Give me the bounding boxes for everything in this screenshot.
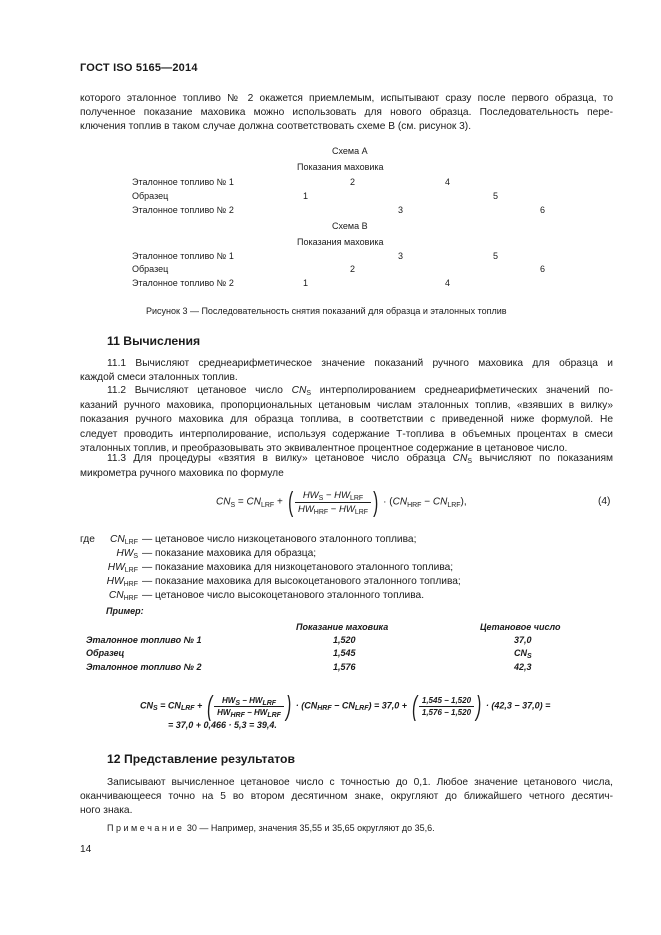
scheme-a-row-label: Эталонное топливо № 1	[132, 177, 234, 187]
section-12-title: 12 Представление результатов	[107, 752, 295, 766]
text-line	[80, 384, 613, 399]
scheme-b-value: 5	[493, 251, 499, 261]
intro-paragraph	[80, 92, 613, 135]
scheme-b-value: 6	[540, 264, 546, 274]
scheme-b-value: 3	[398, 251, 404, 261]
scheme-b-row-label: Эталонное топливо № 2	[132, 278, 234, 288]
example-calculation: $CN_S = CN_{LRF}$ + ( $\frac{\text{HWS − HWLRF}}{\text{HWHRF − HWLRF}}$ ) · $(CN_{HRF} - CN_{LRF}) = 37,0$ + ( $\frac{1,545 - 1,520}{1,576 - 1,520}$ ) · (42,3 − 37,0) =	[140, 690, 551, 721]
def-text: — цетановое число высокоцетанового эталонного топлива.	[142, 590, 425, 601]
formula-4: $CN_S = CN_{LRF}$ + ( $\frac{HW_S - HW_{LRF}}{HW_{HRF} - HW_{LRF}}$ ) · $(CN_{HRF} - CN_{LRF})$,	[216, 486, 467, 517]
scheme-a-value: 1	[303, 191, 309, 201]
figure-caption: Рисунок 3 — Последовательность снятия показаний для образца и эталонных топлив	[146, 306, 507, 316]
text-segment: 11.2 Вычисляют цетановое число	[107, 385, 292, 396]
text-line: ного знака.	[80, 805, 133, 817]
example-col-header: Показание маховика	[296, 622, 389, 632]
scheme-b-title: Схема В	[332, 221, 368, 231]
text-line: ключения топлив в таком случае должна соответствовать схеме В (см. рисунок 3).	[80, 121, 472, 133]
scheme-b-row-label: Эталонное топливо № 1	[132, 251, 234, 261]
scheme-a-row-label: Эталонное топливо № 2	[132, 205, 234, 215]
where-label: где	[80, 534, 95, 545]
example-result: = 37,0 + 0,466 · 5,3 = 39,4.	[168, 720, 277, 730]
example-row-name: Эталонное топливо № 2	[86, 662, 202, 672]
example-cn-value: 37,0	[514, 635, 532, 645]
subscript-s: S	[306, 390, 311, 397]
scheme-b-value: 2	[350, 264, 356, 274]
note-text: 30 — Например, значения 35,55 и 35,65 округляют до 35,6.	[186, 823, 435, 833]
scheme-b-value: 4	[445, 278, 451, 288]
text-segment: интерполированием среднеарифметических значений по-	[311, 385, 613, 396]
text-line: полученное показание маховика можно использовать для нового образца. Последовательность пере-	[80, 107, 613, 119]
text-line: 11.1 Вычисляют среднеарифметическое значение показаний ручного маховика для образца и	[107, 358, 613, 369]
def-symbol: CNLRF	[110, 534, 138, 546]
def-symbol: HWS	[116, 548, 138, 560]
example-hw-value: 1,576	[333, 662, 356, 672]
scheme-a-subtitle: Показания маховика	[297, 162, 384, 172]
scheme-a-value: 4	[445, 177, 451, 187]
cn-s-symbol: CN	[452, 453, 468, 464]
cn-s-symbol: CN	[291, 385, 307, 396]
section-11-title: 11 Вычисления	[107, 334, 201, 348]
text-line: показания ручного маховика для образца топлива, в соответствии с приведенной ниже формулой. Не	[80, 414, 613, 426]
def-symbol: HWHRF	[106, 576, 138, 588]
example-row-name: Образец	[86, 648, 125, 658]
text-line: микрометра ручного маховика по формуле	[80, 468, 284, 480]
example-cn-value: 42,3	[514, 662, 532, 672]
scheme-b-value: 1	[303, 278, 309, 288]
def-symbol: CNHRF	[108, 590, 138, 602]
scheme-a-value: 5	[493, 191, 499, 201]
text-segment: 11.3 Для процедуры «взятия в вилку» цетановое число образца	[107, 453, 453, 464]
example-hw-value: 1,545	[333, 648, 356, 658]
standard-header: ГОСТ ISO 5165—2014	[80, 62, 198, 74]
text-line: Записывают вычисленное цетановое число с точностью до 0,1. Любое значение цетанового числа,	[107, 777, 613, 788]
example-row-name: Эталонное топливо № 1	[86, 635, 202, 645]
example-col-header: Цетановое число	[480, 622, 561, 632]
def-text: — цетановое число низкоцетанового эталонного топлива;	[142, 534, 417, 545]
text-line: которого эталонное топливо № 2 окажется приемлемым, испытывают сразу после первого образца, то	[80, 93, 613, 104]
formula-number: (4)	[598, 496, 611, 507]
scheme-a-value: 2	[350, 177, 356, 187]
scheme-b-row-label: Образец	[132, 264, 169, 274]
scheme-a-value: 6	[540, 205, 546, 215]
scheme-a-value: 3	[398, 205, 404, 215]
def-text: — показание маховика для образца;	[142, 548, 317, 559]
def-text: — показание маховика для высокоцетанового эталонного топлива;	[142, 576, 461, 587]
paragraph-11-1	[80, 357, 613, 385]
example-cn-value: $CN_S$	[514, 648, 532, 660]
text-line: казаний ручного маховика, пропорциональных цетановым числам эталонных топлив, «взявших в вилку»	[80, 400, 613, 412]
text-line: эталонных топлив, и преобразовывать это эквивалентное процентное содержание в цетановое число.	[80, 442, 568, 454]
text-line: каждой смеси эталонных топлив.	[80, 372, 238, 384]
example-hw-value: 1,520	[333, 635, 356, 645]
paragraph-11-2	[80, 384, 613, 456]
def-text: — показание маховика для низкоцетанового эталонного топлива;	[142, 562, 454, 573]
text-line: оканчивающееся точно на 5 во втором десятичном знаке, округляют до ближайшего четного десятич-	[80, 791, 613, 803]
scheme-b-subtitle: Показания маховика	[297, 237, 384, 247]
example-label: Пример:	[106, 606, 144, 616]
note	[107, 823, 435, 833]
subscript-s: S	[467, 458, 473, 465]
scheme-a-row-label: Образец	[132, 191, 169, 201]
paragraph-12	[80, 776, 613, 819]
text-line	[80, 452, 613, 467]
text-line: следует проводить интерполирование, используя содержание Т-топлива в объемных процентах в смеси	[80, 428, 613, 440]
page-number: 14	[80, 844, 92, 855]
note-label: П р и м е ч а н и е	[107, 823, 182, 833]
text-segment: вычисляют по показаниям	[472, 453, 613, 464]
paragraph-11-3	[80, 452, 613, 481]
scheme-a-title: Схема А	[332, 146, 368, 156]
def-symbol: HWLRF	[107, 562, 138, 574]
